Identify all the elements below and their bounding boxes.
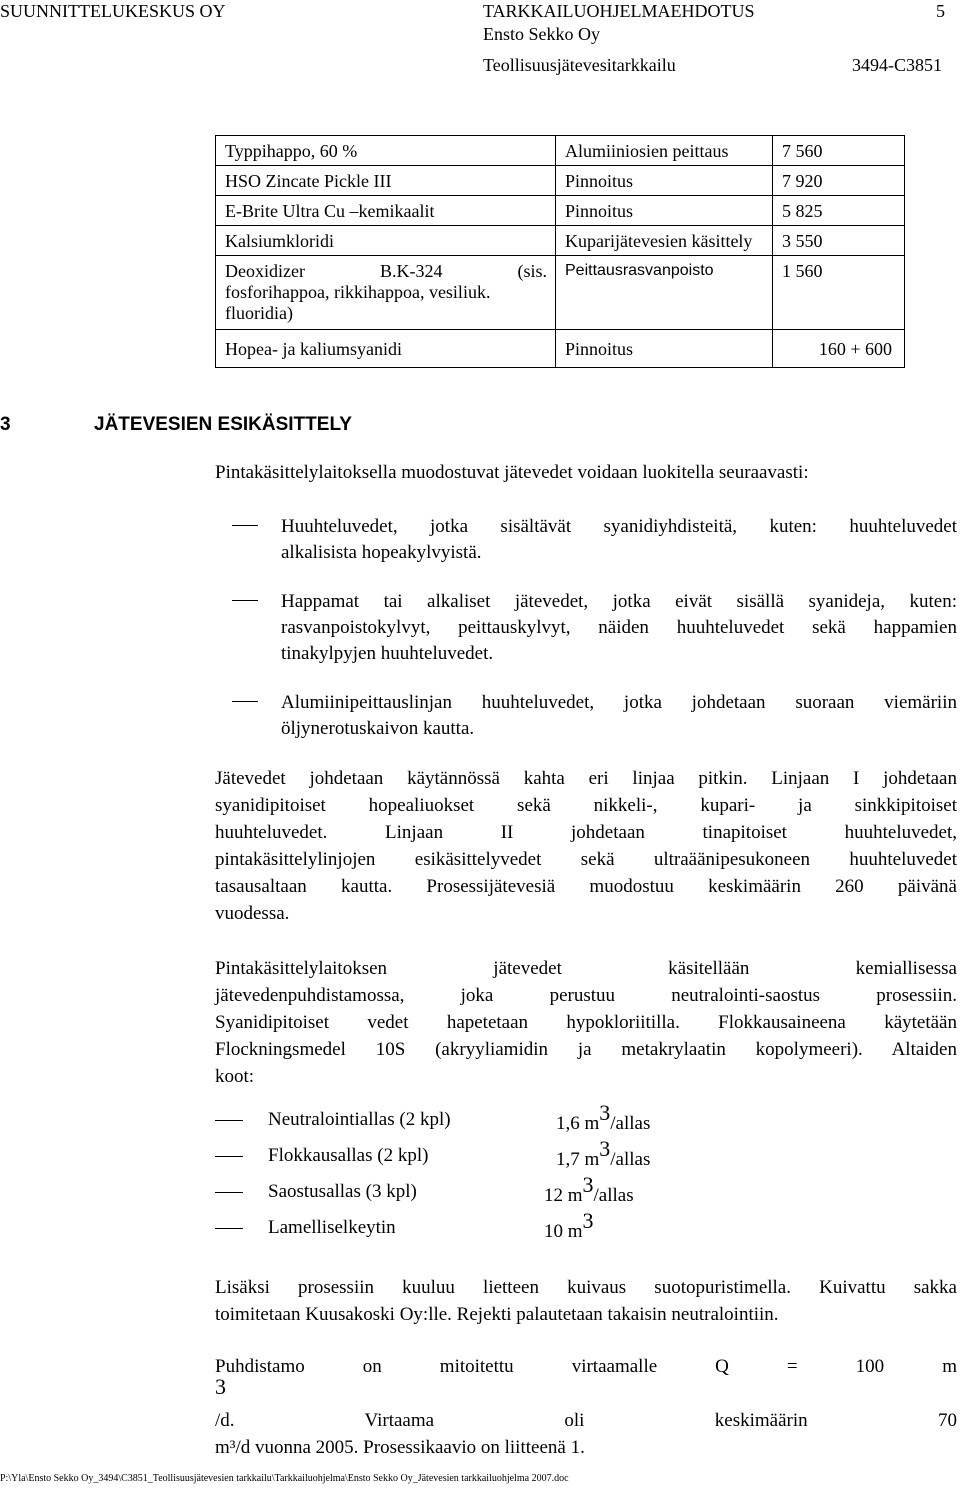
chemical-cell <box>216 256 556 330</box>
bullet-line: Happamat tai alkaliset jätevedet, jotka eivät sisällä syanideja, kuten: <box>281 591 957 612</box>
header-company: SUUNNITTELUKESKUS OY <box>0 1 226 21</box>
tank-name: Flokkausallas (2 kpl) <box>268 1145 429 1166</box>
dash-bullet <box>215 1156 243 1157</box>
dash-bullet <box>232 701 258 702</box>
footer-file-path: P:\Yla\Ensto Sekko Oy_3494\C3851_Teollisuusjätevesien tarkkailu\Tarkkailuohjelma\Ensto Sekko Oy_Jätevesien tarkkailuohjelma 2007.doc <box>0 1473 569 1484</box>
tank-size: 1,7 m3/allas <box>556 1136 651 1170</box>
header-client: Ensto Sekko Oy <box>483 24 600 44</box>
bullet-line: Huuhteluvedet, jotka sisältävät syanidiyhdisteitä, kuten: huuhteluvedet <box>281 516 957 537</box>
amount-cell: 3 550 <box>773 226 905 256</box>
use-cell: Pinnoitus <box>556 166 773 196</box>
table-row <box>216 136 905 166</box>
amount-cell: 7 560 <box>773 136 905 166</box>
paragraph-line: Lisäksi prosessiin kuuluu lietteen kuivaus suotopuristimella. Kuivattu sakka <box>215 1277 957 1298</box>
paragraph-line: huuhteluvedet. Linjaan II johdetaan tinapitoiset huuhteluvedet, <box>215 822 957 843</box>
chemical-cell-line: fluoridia) <box>225 303 293 323</box>
amount-cell: 5 825 <box>773 196 905 226</box>
paragraph-line: Pintakäsittelylaitoksen jätevedet käsitellään kemiallisessa <box>215 958 957 979</box>
tank-name: Neutralointiallas (2 kpl) <box>268 1109 451 1130</box>
paragraph-line: pintakäsittelylinjojen esikäsittelyvedet sekä ultraäänipesukoneen huuhteluvedet <box>215 849 957 870</box>
paragraph-line: koot: <box>215 1066 255 1087</box>
paragraph-sludge <box>215 1274 957 1328</box>
bullet-line: rasvanpoistokylvyt, peittauskylvyt, näiden huuhteluvedet sekä happamien <box>281 617 957 638</box>
paragraph-line: toimitetaan Kuusakoski Oy:lle. Rejekti palautetaan takaisin neutralointiin. <box>215 1304 779 1325</box>
tank-name: Lamelliselkeytin <box>268 1217 396 1238</box>
paragraph-line: Puhdistamo on mitoitettu virtaamalle Q = 100 m 3 /d. Virtaama oli keskimäärin 70 <box>215 1356 957 1431</box>
header-project-code: 3494-C3851 <box>852 55 942 75</box>
dash-bullet <box>232 600 258 601</box>
bullet-item <box>281 690 957 742</box>
amount-cell: 1 560 <box>773 256 905 330</box>
bullet-line: Alumiinipeittauslinjan huuhteluvedet, jotka johdetaan suoraan viemäriin <box>281 692 957 713</box>
paragraph-lines-overview <box>215 765 957 927</box>
table-row <box>216 166 905 196</box>
chemical-cell: E-Brite Ultra Cu –kemikaalit <box>216 196 556 226</box>
use-cell: Pinnoitus <box>556 196 773 226</box>
chemical-cell-line: fosforihappoa, rikkihappoa, vesiliuk. <box>225 282 491 302</box>
table-row <box>216 256 905 330</box>
paragraph-capacity <box>215 1353 957 1461</box>
dash-bullet <box>215 1120 243 1121</box>
paragraph-line: m³/d vuonna 2005. Prosessikaavio on liitteenä 1. <box>215 1437 585 1458</box>
use-cell: Kuparijätevesien käsittely <box>556 226 773 256</box>
section-title: JÄTEVESIEN ESIKÄSITTELY <box>94 414 352 435</box>
tank-size: 1,6 m3/allas <box>556 1100 651 1134</box>
dash-bullet <box>232 525 258 526</box>
bullet-line: alkalisista hopeakylvyistä. <box>281 542 482 563</box>
dash-bullet <box>215 1192 243 1193</box>
table-row <box>216 226 905 256</box>
amount-cell: 160 + 600 <box>773 330 905 368</box>
paragraph-line: jätevedenpuhdistamossa, joka perustuu neutralointi-saostus prosessiin. <box>215 985 957 1006</box>
chemical-cell-line: Deoxidizer B.K-324 (sis. <box>225 261 547 281</box>
tank-size: 12 m3/allas <box>544 1172 634 1206</box>
bullet-item <box>281 514 957 566</box>
use-cell: Alumiiniosien peittaus <box>556 136 773 166</box>
chemicals-table <box>215 135 905 368</box>
chemical-cell: Typpihappo, 60 % <box>216 136 556 166</box>
use-cell: Pinnoitus <box>556 330 773 368</box>
chemical-cell: Hopea- ja kaliumsyanidi <box>216 330 556 368</box>
amount-cell: 7 920 <box>773 166 905 196</box>
paragraph-treatment <box>215 955 957 1090</box>
chemical-cell: Kalsiumkloridi <box>216 226 556 256</box>
table-row <box>216 330 905 368</box>
use-cell: Peittausrasvanpoisto <box>556 256 773 330</box>
tank-name: Saostusallas (3 kpl) <box>268 1181 417 1202</box>
intro-text: Pintakäsittelylaitoksella muodostuvat jätevedet voidaan luokitella seuraavasti: <box>215 462 809 483</box>
bullet-line: tinakylpyjen huuhteluvedet. <box>281 643 494 664</box>
paragraph-line: Syanidipitoiset vedet hapetetaan hypokloriitilla. Flokkausaineena käytetään <box>215 1012 957 1033</box>
paragraph-line: syanidipitoiset hopealiuokset sekä nikkeli-, kupari- ja sinkkipitoiset <box>215 795 957 816</box>
table-row <box>216 196 905 226</box>
tank-size: 10 m3 <box>544 1208 594 1242</box>
section-number: 3 <box>0 414 11 435</box>
dash-bullet <box>215 1228 243 1229</box>
paragraph-line: tasausaltaan kautta. Prosessijätevesiä muodostuu keskimäärin 260 päivänä <box>215 876 957 897</box>
paragraph-line: vuodessa. <box>215 903 290 924</box>
chemical-cell: HSO Zincate Pickle III <box>216 166 556 196</box>
page-number: 5 <box>936 1 945 21</box>
paragraph-line: Jätevedet johdetaan käytännössä kahta eri linjaa pitkin. Linjaan I johdetaan <box>215 768 957 789</box>
header-subject: Teollisuusjätevesitarkkailu <box>483 55 676 75</box>
bullet-item <box>281 589 957 667</box>
header-doc-type: TARKKAILUOHJELMAEHDOTUS <box>483 1 755 21</box>
bullet-line: öljynerotuskaivon kautta. <box>281 718 475 739</box>
paragraph-line: Flockningsmedel 10S (akryyliamidin ja metakrylaatin kopolymeeri). Altaiden <box>215 1039 957 1060</box>
